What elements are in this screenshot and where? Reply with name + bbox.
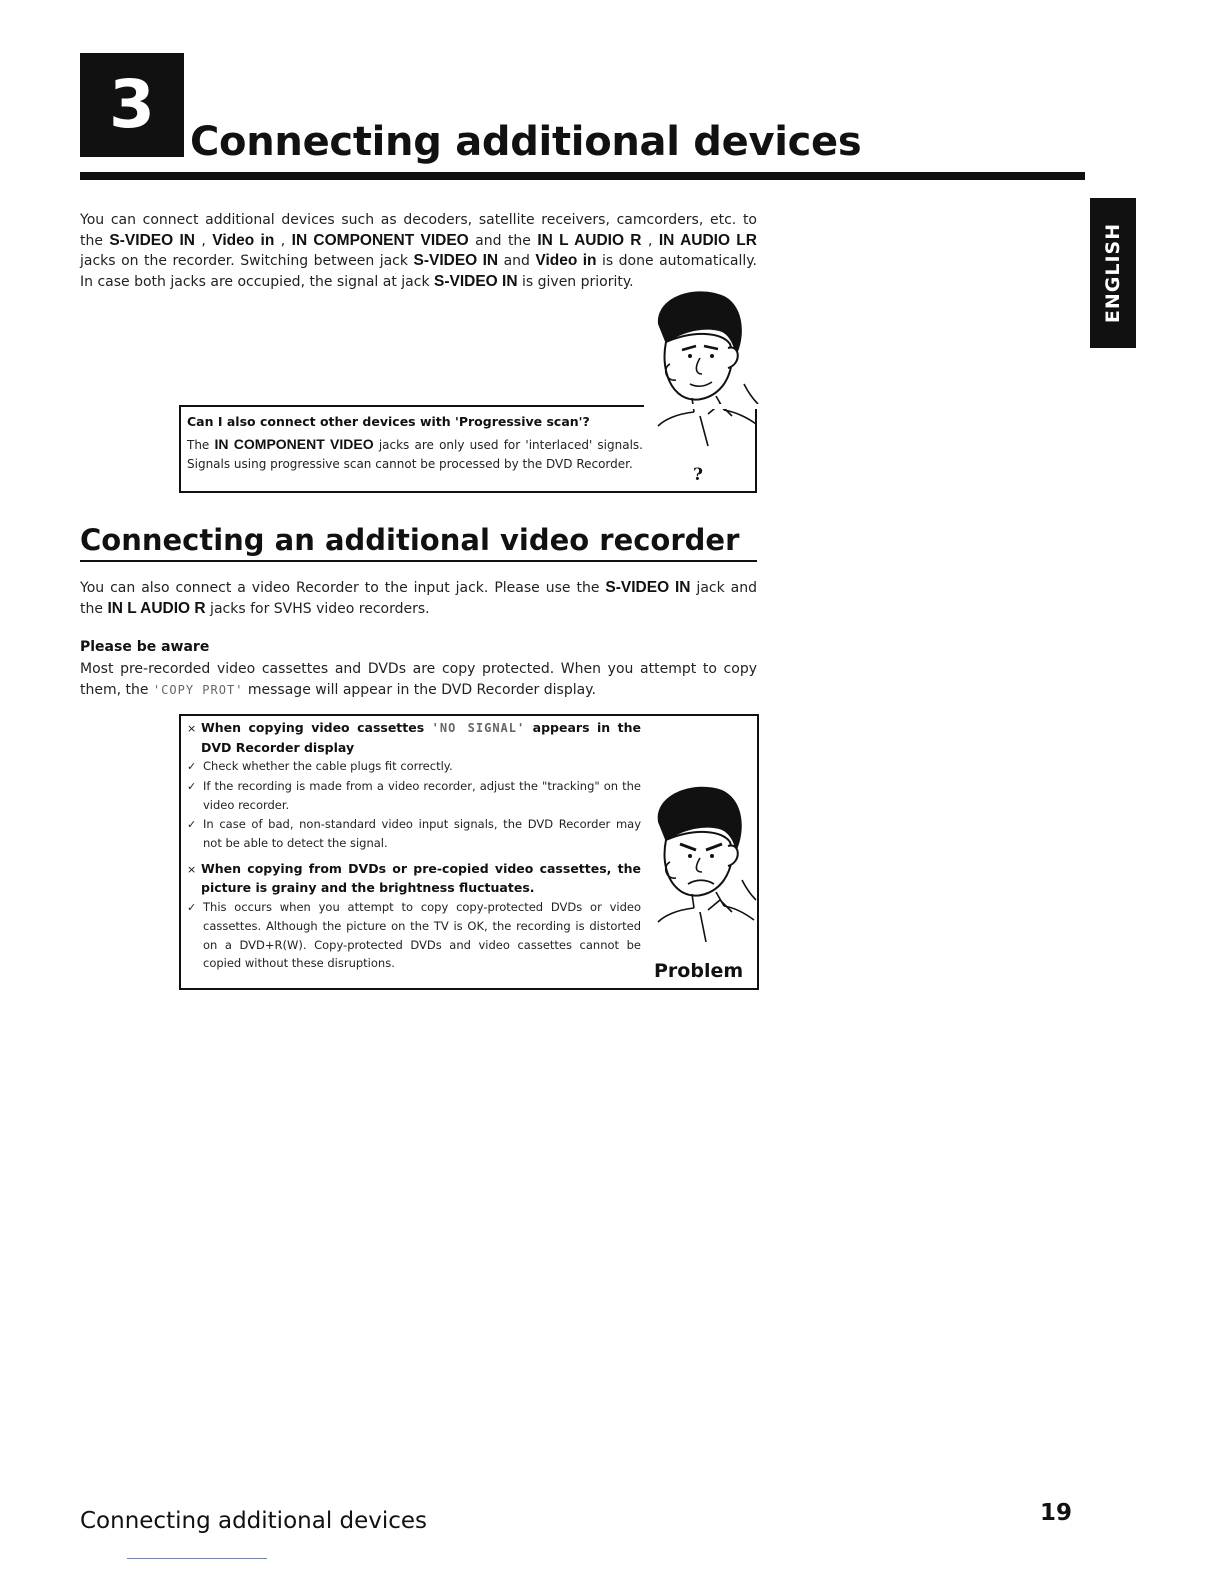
intro-text: , [194,232,213,249]
tip-box-border-gap [644,404,762,409]
jack-label: Video in [212,231,275,249]
aware-heading: Please be aware [80,639,210,655]
check-marker-icon: ✓ [187,817,197,831]
intro-text: is given priority. [517,273,634,290]
section-text: jacks for SVHS video recorders. [205,600,430,617]
jack-label: IN AUDIO LR [658,231,757,249]
section-text: jack and the [80,580,758,617]
jack-label: IN COMPONENT VIDEO [214,436,374,452]
solution-text: This occurs when you attempt to copy copy-protected DVDs or video cassettes. Although the picture on the TV is OK, the recording is distorted on a DVD+R(W). Copy-protected DVDs and video cassettes cannot be copied without these disruptions. [203,899,641,970]
solution-item [187,757,641,777]
problem-heading-text: When copying from DVDs or pre-copied video cassettes, the picture is grainy and the brightness fluctuates. [201,860,641,895]
jack-label: IN L AUDIO R [107,599,206,617]
solution-text: If the recording is made from a video recorder, adjust the "tracking" on the video recorder. [203,778,641,812]
aware-paragraph [80,659,757,700]
tip-question: Can I also connect other devices with 'Progressive scan'? [187,414,590,429]
intro-text: and [498,253,536,269]
check-marker-icon: ✓ [187,779,197,793]
problem-list [187,719,641,973]
section-title: Connecting an additional video recorder [80,523,740,557]
chapter-title-rule [80,172,1085,180]
cross-marker-icon: × [187,862,197,876]
problem-heading [187,860,641,898]
aware-text: message will appear in the DVD Recorder display. [243,681,596,698]
check-marker-icon: ✓ [187,900,197,914]
jack-label: S-VIDEO IN [109,231,195,249]
section-paragraph [80,578,757,619]
jack-label: IN L AUDIO R [537,231,642,249]
tip-text: jacks are only used for 'interlaced' signals. Signals using progressive scan cannot be processed by the DVD Recorder. [187,438,643,471]
intro-paragraph [80,210,757,292]
page-number: 19 [1040,1500,1073,1526]
jack-label: Video in [535,252,597,269]
problem-heading-text: When copying video cassettes [201,720,432,735]
jack-label: S-VIDEO IN [434,272,518,290]
problem-label: Problem [654,960,744,982]
section-title-rule [80,560,757,562]
solution-item [187,777,641,815]
intro-text: , [274,232,292,249]
jack-label: IN COMPONENT VIDEO [291,231,469,249]
solution-item [187,898,641,973]
language-tab-label: ENGLISH [1102,222,1124,324]
problem-heading-text: appears in the DVD Recorder display [201,720,641,755]
intro-text: , [641,232,659,249]
chapter-title: Connecting additional devices [190,119,862,165]
intro-text: You can connect additional devices such as decoders, satellite receivers, camcorders, etc. to the [80,212,757,249]
footer-title: Connecting additional devices [80,1508,428,1534]
intro-text: is done automatically. In case both jacks are occupied, the signal at jack [80,253,757,290]
problem-heading [187,719,641,757]
intro-text: and the [468,232,538,249]
cross-marker-icon: × [187,722,197,735]
tip-text: The [187,438,215,452]
solution-text: In case of bad, non-standard video input signals, the DVD Recorder may not be able to detect the signal. [203,816,641,850]
footer-link-underline [127,1558,267,1559]
question-mark-icon: ? [693,465,703,485]
aware-text: Most pre-recorded video cassettes and DVDs are copy protected. When you attempt to copy them, the [80,661,757,698]
display-message: 'NO SIGNAL' [431,721,526,735]
chapter-number-badge: 3 [80,53,184,157]
frowning-man-illustration [636,782,760,950]
intro-text: jacks on the recorder. Switching between jack [80,253,414,269]
display-message: 'COPY PROT' [152,682,244,697]
tip-box [179,405,757,493]
language-tab [1090,198,1136,348]
solution-text: Check whether the cable plugs fit correctly. [203,759,453,773]
section-text: You can also connect a video Recorder to the input jack. Please use the [80,580,606,596]
solution-item [187,815,641,853]
check-marker-icon: ✓ [187,760,197,773]
tip-answer [187,435,643,474]
jack-label: S-VIDEO IN [413,252,499,269]
jack-label: S-VIDEO IN [605,579,691,596]
